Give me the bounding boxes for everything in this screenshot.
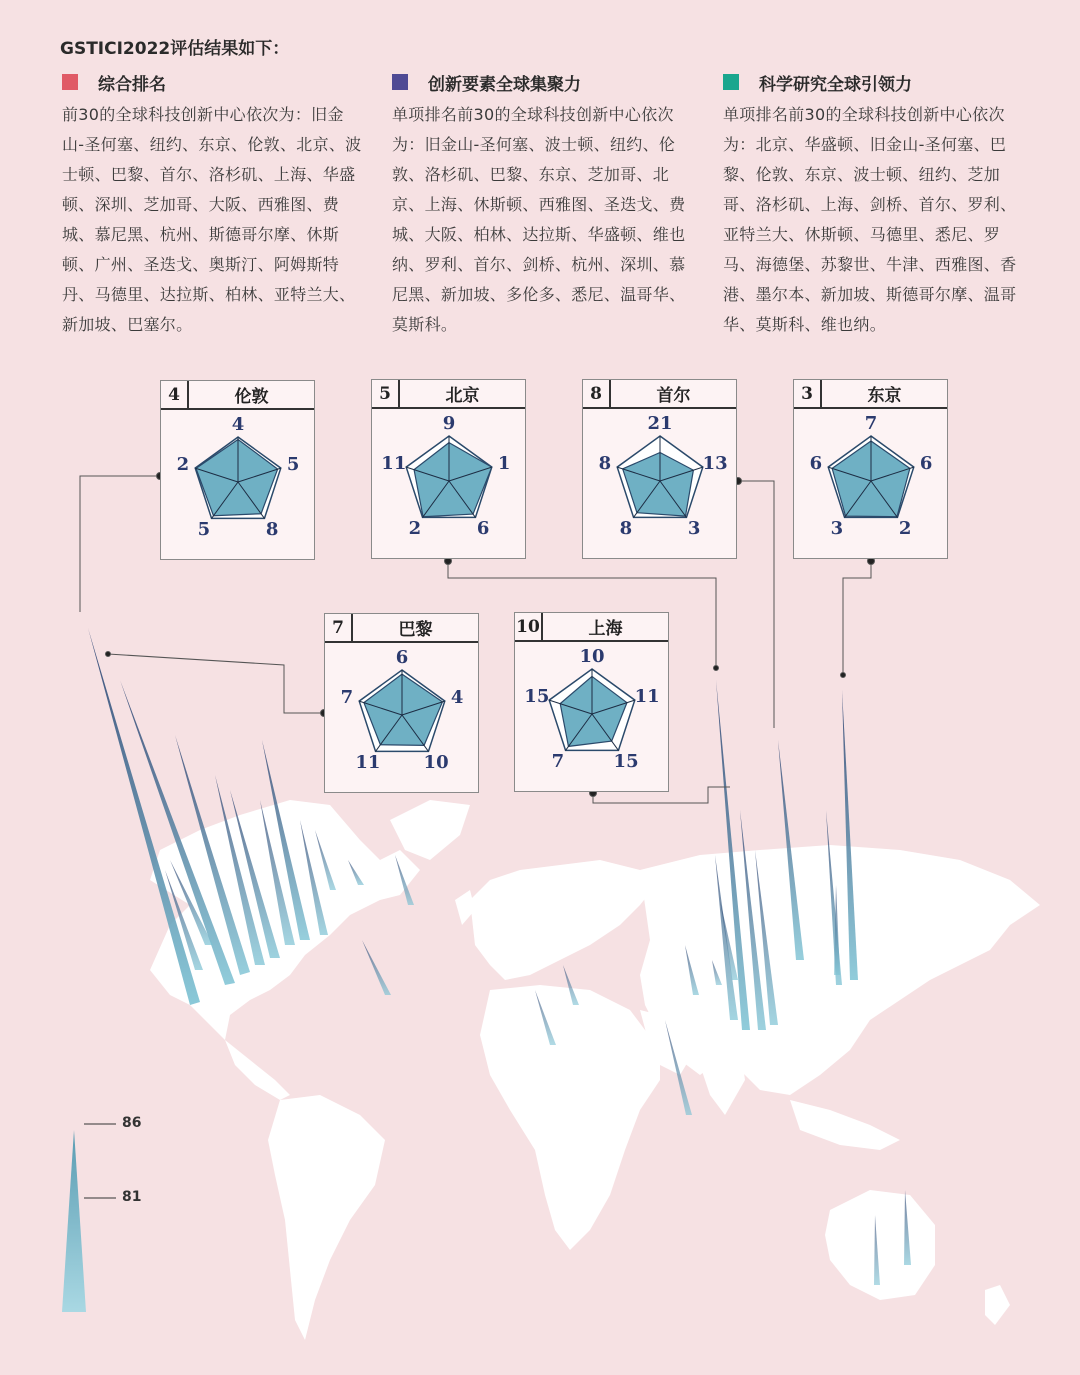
greenland: [390, 800, 470, 860]
radar-panel-beijing: [371, 379, 526, 559]
radar-chart: [515, 641, 670, 793]
radar-label-right: 13: [702, 453, 728, 475]
panel-city: 北京: [445, 386, 480, 406]
column-text: 前30的全球科技创新中心依次为：旧金山-圣何塞、纽约、东京、伦敦、北京、波士顿、巴黎、首尔、洛杉矶、上海、华盛顿、深圳、芝加哥、大阪、西雅图、费城、慕尼黑、杭州、斯德哥尔摩、休斯顿、广州、圣迭戈、奥斯汀、阿姆斯特丹、马德里、达拉斯、柏林、亚特兰大、新加坡、巴塞尔。: [62, 105, 362, 334]
panel-rank: 7: [325, 614, 353, 641]
south-america: [268, 1095, 385, 1340]
radar-label-bottom-right: 3: [687, 517, 701, 539]
panel-rank: 3: [794, 380, 822, 407]
radar-label-top: 6: [395, 647, 409, 668]
connector-tokyo: [843, 561, 871, 675]
spike: [88, 628, 200, 1005]
radar-label-right: 11: [634, 686, 660, 708]
connector-london: [80, 476, 160, 612]
radar-label-bottom-right: 15: [613, 750, 639, 772]
radar-label-left: 2: [176, 454, 190, 476]
page-title: GSTICI2022评估结果如下：: [60, 39, 290, 59]
panel-rank: 10: [515, 613, 543, 640]
radar-label-top: 21: [647, 413, 673, 434]
southeast-asia: [790, 1100, 900, 1150]
panel-rank: 4: [161, 381, 189, 408]
radar-panel-paris: [324, 613, 479, 793]
africa: [480, 985, 660, 1250]
radar-label-right: 5: [286, 454, 300, 476]
radar-label-top: 7: [864, 413, 878, 434]
column-text: 单项排名前30的全球科技创新中心依次为：旧金山-圣何塞、波士顿、纽约、伦敦、洛杉矶、巴黎、东京、芝加哥、北京、上海、休斯顿、西雅图、圣迭戈、费城、大阪、柏林、达拉斯、华盛顿、维也纳、罗利、首尔、剑桥、杭州、深圳、慕尼黑、新加坡、多伦多、悉尼、温哥华、莫斯科。: [392, 105, 686, 334]
radar-label-right: 6: [919, 453, 933, 475]
uk: [455, 890, 475, 925]
radar-chart: [372, 408, 527, 560]
india: [700, 1040, 745, 1115]
radar-panel-shanghai: [514, 612, 669, 792]
panel-city: 首尔: [656, 386, 691, 406]
legend: [62, 1124, 116, 1312]
connector-dot: [841, 673, 846, 678]
radar-label-left: 15: [524, 686, 550, 708]
radar-label-bottom-left: 8: [619, 517, 633, 539]
radar-label-bottom-right: 8: [265, 518, 279, 540]
radar-label-right: 4: [450, 687, 464, 709]
panel-city: 伦敦: [234, 387, 269, 407]
column-heading: 创新要素全球集聚力: [428, 74, 581, 95]
radar-label-bottom-left: 7: [551, 750, 565, 772]
legend-spike: [62, 1130, 86, 1312]
legend-label-high: 86: [122, 1115, 142, 1131]
connector-seoul: [738, 481, 774, 728]
radar-label-top: 10: [579, 646, 605, 667]
radar-label-bottom-left: 2: [408, 517, 422, 539]
europe: [470, 860, 660, 980]
panel-city: 巴黎: [398, 620, 433, 640]
radar-label-bottom-right: 10: [423, 751, 449, 773]
radar-label-bottom-left: 5: [197, 518, 211, 540]
central-america: [225, 1040, 290, 1100]
connector-dot: [106, 652, 111, 657]
radar-chart: [161, 409, 316, 561]
radar-panel-london: [160, 380, 315, 560]
panel-rank: 5: [372, 380, 400, 407]
radar-chart: [794, 408, 949, 560]
panel-rank: 8: [583, 380, 611, 407]
connector-paris: [108, 654, 324, 713]
radar-label-left: 8: [598, 453, 612, 475]
radar-label-right: 1: [497, 453, 511, 475]
radar-label-left: 6: [809, 453, 823, 475]
spike: [362, 940, 391, 995]
radar-label-left: 11: [381, 453, 407, 475]
radar-label-bottom-left: 3: [830, 517, 844, 539]
radar-label-left: 7: [340, 687, 354, 709]
radar-chart: [325, 642, 480, 794]
panel-city: 东京: [867, 386, 902, 406]
radar-label-top: 9: [442, 413, 456, 434]
australia: [825, 1190, 935, 1300]
radar-panel-seoul: [582, 379, 737, 559]
column-text: 单项排名前30的全球科技创新中心依次为：北京、华盛顿、旧金山-圣何塞、巴黎、伦敦、东京、波士顿、纽约、芝加哥、洛杉矶、上海、剑桥、首尔、罗利、亚特兰大、休斯顿、马德里、悉尼、罗马、海德堡、苏黎世、牛津、西雅图、香港、墨尔本、新加坡、斯德哥尔摩、温哥华、莫斯科、维也纳。: [723, 105, 1017, 334]
column-heading: 综合排名: [98, 74, 166, 95]
radar-label-top: 4: [231, 414, 245, 435]
radar-label-bottom-right: 6: [476, 517, 490, 539]
radar-label-bottom-right: 2: [898, 517, 912, 539]
radar-chart: [583, 408, 738, 560]
new-zealand: [985, 1285, 1010, 1325]
radar-label-bottom-left: 11: [355, 751, 381, 773]
column-heading: 科学研究全球引领力: [759, 74, 912, 95]
legend-label-low: 81: [122, 1189, 142, 1205]
connector-dot: [714, 666, 719, 671]
radar-panel-tokyo: [793, 379, 948, 559]
panel-city: 上海: [588, 619, 623, 639]
